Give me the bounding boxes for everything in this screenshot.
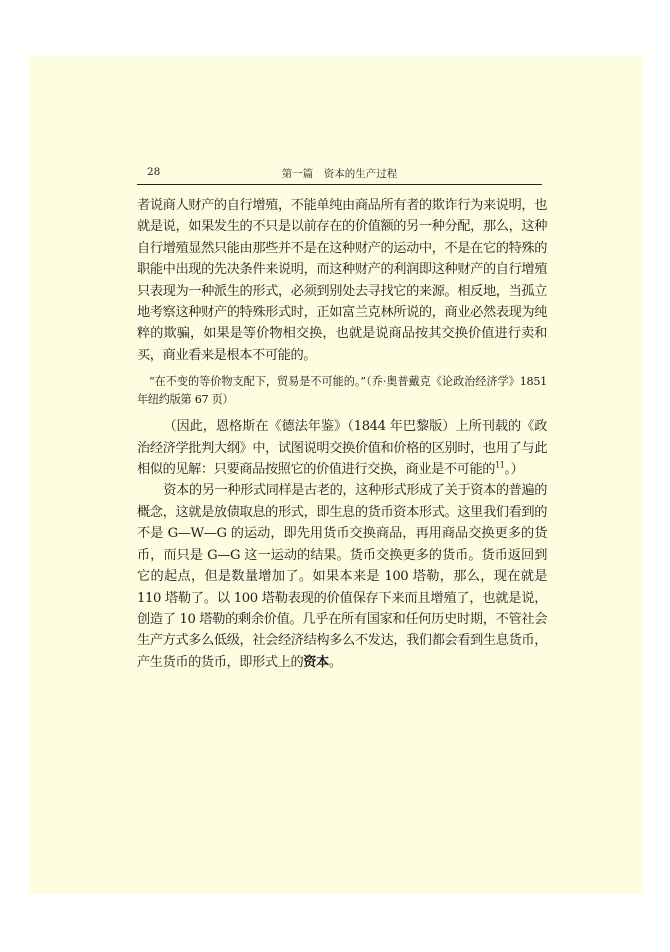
quote-source: （乔·奥普戴克《论政治经济学》1851 年纽约版第 67 页） <box>137 375 547 407</box>
running-title: 第一篇 资本的生产过程 <box>281 168 398 180</box>
main-text <box>137 195 547 673</box>
emphasis-capital: 资本 <box>303 654 329 670</box>
page-number: 28 <box>147 166 161 178</box>
paragraph-3-text: （因此，恩格斯在《德法年鉴》（1844 年巴黎版）上所刊载的《政治经济学批判大纲》中，试图说明交换价值和价格的区别时，也用了与此相似的见解：只要商品按照它的价值进行交换，商业是不可能的 <box>137 419 547 478</box>
paragraph-4 <box>137 480 547 673</box>
page-header <box>137 164 542 185</box>
paragraph-3-end: 。） <box>504 462 524 478</box>
paragraph-3 <box>137 416 547 480</box>
quotation <box>137 373 547 409</box>
paragraph-4-end: 。 <box>328 654 342 670</box>
quote-text: “在不变的等价物支配下，贸易是不可能的。” <box>149 375 366 389</box>
footnote-marker: 11 <box>495 460 505 470</box>
paragraph-4-text: 资本的另一种形式同样是古老的，这种形式形成了关于资本的普遍的概念，这就是放债取息的形式，即生息的货币资本形式。这里我们看到的不是 G—W—G 的运动，即先用货币交换商品，再用商品交换更多的货币，而只是 G—G 这一运动的结果。货币交换更多的货币。货币返回到它的起点，但是数量增加了。如果本来是 100 塔勒，那么，现在就是 110 塔勒了。以 100 塔勒表现的价值保存下来而且增殖了，也就是说，创造了 10 塔勒的剩余价值。几乎在所有国家和任何历史时期，不管社会生产方式多么低级，社会经济结构多么不发达，我们都会看到生息货币，产生货币的货币，即形式上的 <box>137 483 548 670</box>
paragraph-1: 者说商人财产的自行增殖，不能单纯由商品所有者的欺诈行为来说明，也就是说，如果发生的不只是以前存在的价值额的另一种分配，那么，这种自行增殖显然只能由那些并不是在这种财产的运动中，不是在它的特殊的职能中出现的先决条件来说明，而这种财产的利润即这种财产的自行增殖只表现为一种派生的形式，必须到别处去寻找它的来源。相反地，当孤立地考察这种财产的特殊形式时，正如富兰克林所说的，商业必然表现为纯粹的欺骗，如果是等价物相交换，也就是说商品按其交换价值进行卖和买，商业看来是根本不可能的。 <box>137 198 547 363</box>
